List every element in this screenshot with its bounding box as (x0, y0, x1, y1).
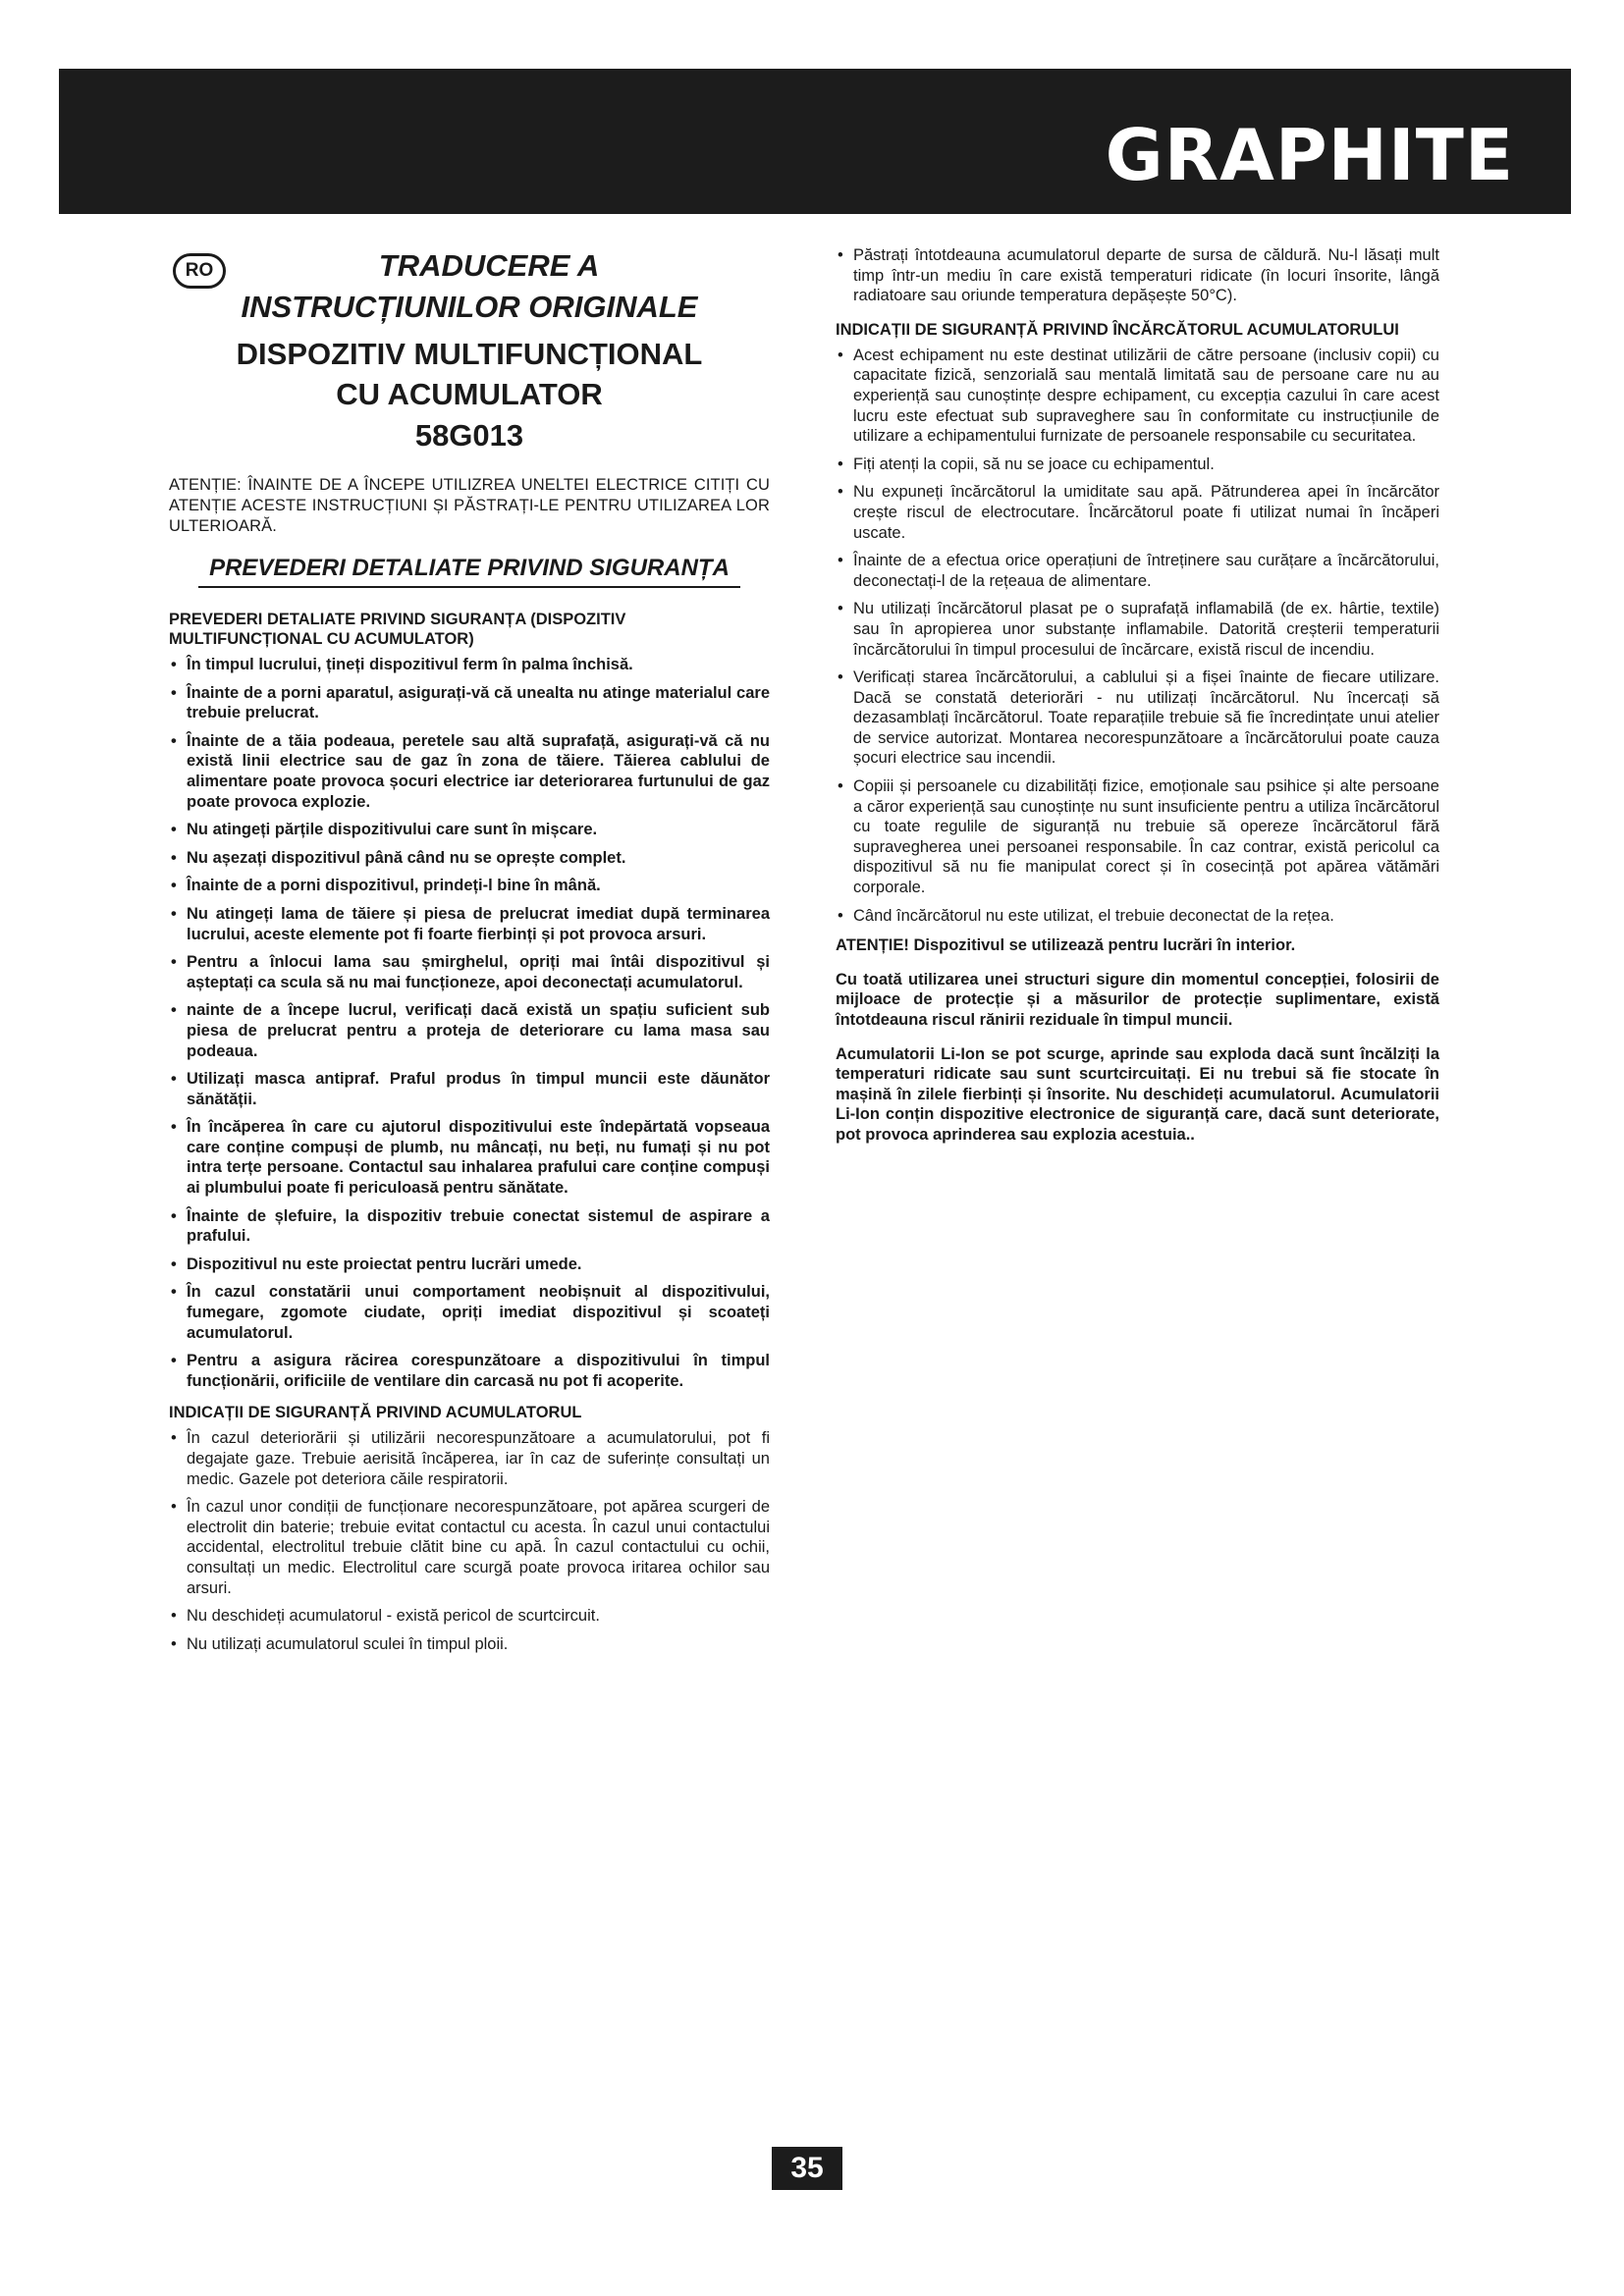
attention-indoor: ATENȚIE! Dispozitivul se utilizează pentru lucrări în interior. (836, 936, 1296, 955)
device-safety-list (169, 655, 770, 1391)
model-code: 58G013 (414, 418, 524, 453)
product-title-line-2: CU ACUMULATOR (336, 377, 603, 411)
list-item: • nainte de a începe lucrul, verificați dacă există un spațiu suficient sub piesa de prelucrat pentru a proteja de deteriorare cu lama masa sau podeaua. (169, 1000, 770, 1061)
attention-intro: ATENȚIE: ÎNAINTE DE A ÎNCEPE UTILIZREA UNELTEI ELECTRICE CITIȚI CU ATENȚIE ACESTE INSTRUCȚIUNI ȘI PĂSTRAȚI-LE PENTRU UTILIZAREA LOR ULTERIOARĂ. (169, 476, 770, 535)
list-item: • Nu așezați dispozitivul până când nu se oprește complet. (169, 848, 770, 869)
list-item: • Nu utilizați acumulatorul sculei în timpul ploii. (169, 1634, 770, 1655)
list-item: • În încăperea în care cu ajutorul dispozitivului este îndepărtată vopseaua care conține compuși de plumb, nu mâncați, nu beți, nu fumați și nu pot intra terțe persoane. Contactul sau inhalarea prafului care conține compuși ai plumbului poate fi periculoasă pentru sănătate. (169, 1117, 770, 1198)
list-item: • Înainte de a tăia podeaua, peretele sau altă suprafață, asigurați-vă că nu există linii electrice sau de gaz în zona de tăiere. Tăierea cablului de alimentare poate provoca șocuri electrice iar deteriorarea furtunului de gaz poate provoca explozie. (169, 731, 770, 812)
title-block (169, 245, 770, 457)
page-number: 35 (772, 2147, 842, 2190)
list-item: • Pentru a înlocui lama sau șmirghelul, opriți mai întâi dispozitivul și așteptați ca scula să nu mai funcționeze, apoi deconectați acumulatorul. (169, 952, 770, 992)
residual-risk-paragraph: Cu toată utilizarea unei structuri sigure din momentul concepției, folosirii de mijloace de protecție și a măsurilor de protecție suplimentare, există întotdeauna riscul rănirii reziduale în timpul muncii. (836, 970, 1439, 1029)
list-item: • În cazul deteriorării și utilizării necorespunzătoare a acumulatorului, pot fi degajate gaze. Trebuie aerisită încăperea, iar în caz de suferințe consultați un medic. Gazele pot deteriora căile respiratorii. (169, 1428, 770, 1489)
list-item: • Pentru a asigura răcirea corespunzătoare a dispozitivului în timpul funcționării, orificiile de ventilare din carcasă nu pot fi acoperite. (169, 1351, 770, 1391)
safety-heading: PREVEDERI DETALIATE PRIVIND SIGURANȚA (198, 555, 740, 588)
charger-section-heading: INDICAȚII DE SIGURANȚĂ PRIVIND ÎNCĂRCĂTORUL ACUMULATORULUI (836, 320, 1399, 339)
list-item: • Nu expuneți încărcătorul la umiditate sau apă. Pătrunderea apei în încărcător crește riscul de electrocutare. Încărcătorul poate fi utilizat numai în încăperi uscate. (836, 482, 1439, 543)
list-item: • Nu atingeți lama de tăiere și piesa de prelucrat imediat după terminarea lucrului, aceste elemente pot fi foarte fierbinți și pot provoca arsuri. (169, 904, 770, 944)
left-column (169, 245, 770, 1662)
product-title-line-1: DISPOZITIV MULTIFUNCȚIONAL (236, 337, 703, 371)
language-badge: RO (173, 253, 226, 289)
list-item: • În cazul unor condiții de funcționare necorespunzătoare, pot apărea scurgeri de electrolit din baterie; trebuie evitat contactul cu acesta. În cazul unui contactului accidental, electrolitul trebuie clătit bine cu apă. În cazul contactului cu ochii, consultați un medic. Electrolitul care scurgă poate provoca iritarea ochilor sau arsuri. (169, 1497, 770, 1598)
charger-safety-list (836, 346, 1439, 926)
device-section-heading: PREVEDERI DETALIATE PRIVIND SIGURANȚA (DISPOZITIV MULTIFUNCȚIONAL CU ACUMULATOR) (169, 611, 626, 648)
list-item: • Înainte de a efectua orice operațiuni de întreținere sau curățare a încărcătorului, deconectați-l de la rețeaua de alimentare. (836, 551, 1439, 591)
title-line-2: INSTRUCȚIUNILOR ORIGINALE (241, 290, 698, 324)
list-item: • Când încărcătorul nu este utilizat, el trebuie deconectat de la rețea. (836, 906, 1439, 927)
list-item: • Copiii și persoanele cu dizabilități fizice, emoționale sau psihice și alte persoane a căror experiență sau cunoștințe nu sunt insuficiente pentru a utiliza încărcătorul cu toate regulile de siguranță nu trebuie să opereze încărcătorul fără supravegherea unei persoanei responsabile. În caz contrar, există pericolul ca dispozitivul să nu fie manipulat corect și în cosecință pot apărea vătămări corporale. (836, 776, 1439, 898)
list-item: • În cazul constatării unui comportament neobișnuit al dispozitivului, fumegare, zgomote ciudate, opriți imediat dispozitivul și scoateți acumulatorul. (169, 1282, 770, 1343)
list-item: • Înainte de a porni dispozitivul, prindeți-l bine în mână. (169, 876, 770, 896)
list-item: • Acest echipament nu este destinat utilizării de către persoane (inclusiv copii) cu capacitate fizică, senzorială sau mentală limitată sau de persoane care nu au experiență sau cunoștințe despre echipament, cu excepția cazului în care acest lucru este efectuat sub supraveghere sau în conformitate cu instrucțiunile de utilizare a echipamentului furnizate de persoanele responsabile cu securitatea. (836, 346, 1439, 447)
battery-safety-list (169, 1428, 770, 1654)
list-item: • Fiți atenți la copii, să nu se joace cu echipamentul. (836, 454, 1439, 475)
list-item: • Păstrați întotdeauna acumulatorul departe de sursa de căldură. Nu-l lăsați mult timp într-un mediu în care există temperaturi ridicate (în locuri însorite, lângă radiatoare sau oriunde temperatura depășește 50°C). (836, 245, 1439, 306)
list-item: • Înainte de a porni aparatul, asigurați-vă că unealta nu atinge materialul care trebuie prelucrat. (169, 683, 770, 723)
list-item: • Verificați starea încărcătorului, a cablului și a fișei înainte de fiecare utilizare. Dacă se constată deteriorări - nu utilizați încărcătorul. Nu încercați să dezasamblați încărcătorul. Toate reparațiile trebuie să fie încredințate unui atelier de service autorizat. Montarea necorespunzătoare a încărcătorului poate cauza șocuri electrice sau incendii. (836, 667, 1439, 769)
list-item: • Nu deschideți acumulatorul - există pericol de scurtcircuit. (169, 1606, 770, 1627)
list-item: • Înainte de șlefuire, la dispozitiv trebuie conectat sistemul de aspirare a prafului. (169, 1206, 770, 1247)
right-column (836, 245, 1439, 1146)
list-item: • În timpul lucrului, țineți dispozitivul ferm în palma închisă. (169, 655, 770, 675)
title-line-1: TRADUCERE A (378, 248, 600, 283)
list-item: • Utilizați masca antipraf. Praful produs în timpul muncii este dăunător sănătății. (169, 1069, 770, 1109)
list-item: • Nu atingeți părțile dispozitivului care sunt în mișcare. (169, 820, 770, 840)
list-item: • Nu utilizați încărcătorul plasat pe o suprafață inflamabilă (de ex. hârtie, textile) sau în apropierea unor substanțe inflamabile. Datorită creșterii temperaturii încărcătorului în timpul procesului de încărcare, există riscul de incendiu. (836, 599, 1439, 660)
header-bar (59, 69, 1571, 214)
brand-logo: GRAPHITE (1105, 114, 1514, 196)
li-ion-warning-paragraph: Acumulatorii Li-Ion se pot scurge, aprinde sau exploda dacă sunt încălziți la temperaturi ridicate sau sunt scurtcircuitați. Ei nu trebui să fie stocate în mașină în zilele fierbinți și însorite. Nu deschideți acumulatorul. Acumulatorii Li-Ion conțin dispozitive electronice de siguranță care, dacă sunt deteriorate, pot provoca aprinderea sau explozia acestuia.. (836, 1044, 1439, 1144)
list-item: • Dispozitivul nu este proiectat pentru lucrări umede. (169, 1255, 770, 1275)
battery-section-heading: INDICAȚII DE SIGURANȚĂ PRIVIND ACUMULATORUL (169, 1404, 582, 1422)
battery-safety-list-continued (836, 245, 1439, 306)
